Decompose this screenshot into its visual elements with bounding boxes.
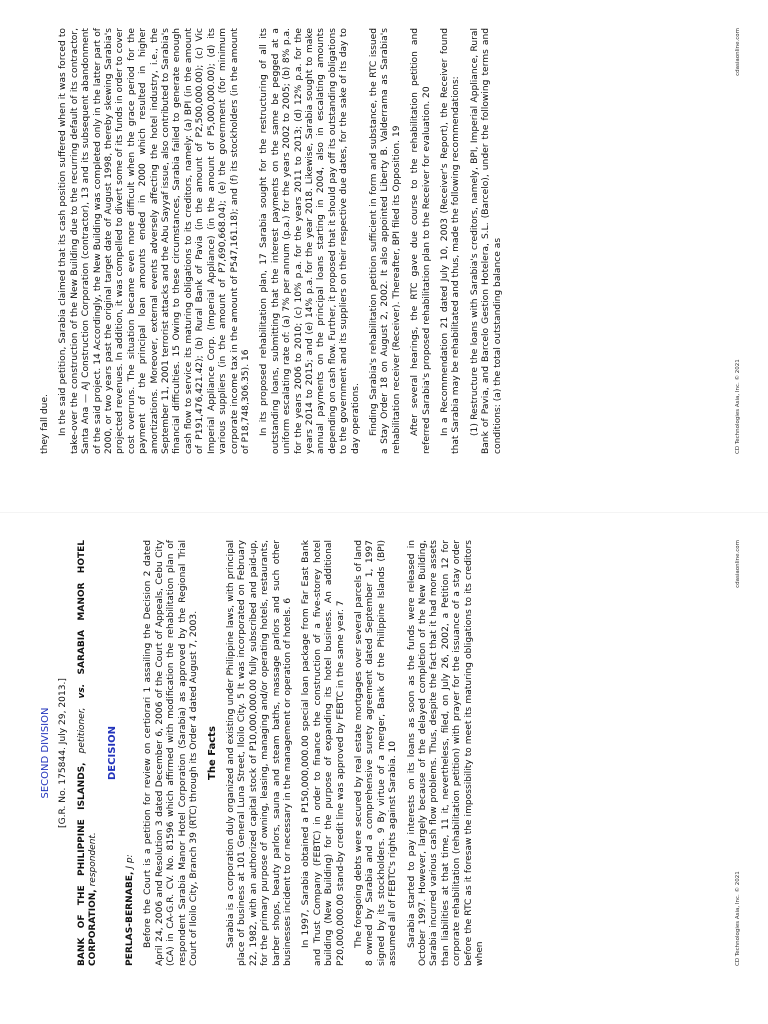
- paragraph: Finding Sarabia's rehabilitation petition sufficient in form and substance, the RTC issued a Stay Order 18 on August 2, 2002. It also appointed Liberty B. Valderrama as Sarabia's rehabilitation receiver (Receiver). Thereafter, BPI filed its Opposition. 19: [368, 28, 402, 454]
- case-parties: BANK OF THE PHILIPPINE ISLANDS, petitioner, vs. SARABIA MANOR HOTEL CORPORATION, respondent.: [76, 540, 99, 966]
- footer-site: cdasiaonline.com: [735, 28, 741, 76]
- page-footer: [735, 28, 741, 454]
- footer-copyright: CD Technologies Asia, Inc. © 2021: [735, 871, 741, 966]
- paragraph: In a Recommendation 21 dated July 10, 2003 (Receiver's Report), the Receiver found that Sarabia may be rehabilitated and thus, made the following recommendations:: [440, 28, 462, 454]
- division-heading: SECOND DIVISION: [40, 707, 51, 799]
- paragraph: (1) Restructure the loans with Sarabia's creditors, namely, BPI, Imperial Appliance, Rural Bank of Pavia, and Barcelo Gestion Hotelera, S.L. (Barcelo), under the following terms and conditions: (a) the total outstanding balance as: [469, 28, 503, 454]
- paragraph: The foregoing debts were secured by real estate mortgages over several parcels of land 8 owned by Sarabia and a comprehensive surety agreement dated September 1, 1997 signed by its stockholders. 9 By virtue of a merger, Bank of the Philippine Islands (BPI) assumed all of FEBTC's rights against Sarabia. 10: [353, 540, 399, 966]
- facts-heading: The Facts: [207, 726, 219, 780]
- paragraph: In 1997, Sarabia obtained a P150,000,000.00 special loan package from Far East Bank and Trust Company (FEBTC) in order to finance the construction of a five-storey hotel building (New Building) for the purpose of expanding its hotel business. An additional P20,000,000.00 stand-by credit line was approved by FEBTC in the same year. 7: [301, 540, 346, 966]
- left-column: [40, 540, 738, 966]
- paragraph: Sarabia started to pay interests on its loans as soon as the funds were released in October 1997. However, largely because of the delayed completion of the New Building, Sarabia incurred various cash flow problems. Thus, despite the fact that it had more assets than liabilities at that time, 11 it, nevertheless, filed, on July 26, 2002, a Petition 12 for corporate rehabilitation (rehabilitation petition) with prayer for the issuance of a stay order before the RTC as it foresaw the impossibility to meet its maturing obligations to its creditors when: [406, 540, 485, 966]
- right-column: [40, 28, 738, 454]
- footer-site: cdasiaonline.com: [735, 540, 741, 588]
- page-footer: [735, 540, 741, 966]
- paragraph: In its proposed rehabilitation plan, 17 Sarabia sought for the restructuring of all its outstanding loans, submitting that the interest payments on the same be pegged at a uniform escalating rate of: (a) 7% per annum (p.a.) for the years 2002 to 2005; (b) 8% p.a. for the years 2006 to 2010; (c) 10% p.a. for the years 2011 to 2013; (d) 12% p.a. for the years 2014 to 2015; and (e) 14% p.a. for the year 2018. Likewise, Sarabia sought to make annual payments on the principal loans starting in 2004, also in escalating amounts depending on cash flow. Further, it proposed that it should pay off its outstanding obligations to the government and its suppliers on their respective due dates, for the sake of its day to day operations.: [259, 28, 361, 454]
- paragraph: Sarabia is a corporation duly organized and existing under Philippine laws, with principal place of business at 101 General Luna Street, Iloilo City. 5 It was incorporated on February 22, 1982, with an authorized capital stock of P10,000,000.00 fully subscribed and paid-up, for the primary purpose of owning, leasing, managing and/or operating hotels, restaurants, barber shops, beauty parlors, sauna and steam baths, massage parlors and such other businesses incident to or necessary in the management or operation of hotels. 6: [225, 540, 293, 966]
- decision-heading: DECISION: [106, 726, 118, 780]
- case-number: [G.R. No. 175844. July 29, 2013.]: [58, 678, 69, 828]
- ponente: PERLAS-BERNABE, J p:: [125, 854, 136, 966]
- paragraph: In the said petition, Sarabia claimed that its cash position suffered when it was forced to take-over the construction of the New Building due to the recurring default of its contractor, Santa Ana — AJ Construction Corporation (contractor), 13 and its subsequent abandonment of the said project. 14 Accordingly, the New Building was completed only in the latter part of 2000, or two years past the original target date of August 1998, thereby skewing Sarabia's projected revenues. In addition, it was compelled to divert some of its funds in order to cover cost overruns. The situation became even more difficult when the grace period for the payment of the principal loan amounts ended in 2000 which resulted in higher amortizations. Moreover, external events adversely affecting the hotel industry, i.e., the September 11, 2001 terrorist attacks and the Abu Sayyaf issue, also contributed to Sarabia's financial difficulties. 15 Owing to these circumstances, Sarabia failed to generate enough cash flow to service its maturing obligations to its creditors, namely: (a) BPI (in the amount of P191,476,421.42); (b) Rural Bank of Pavia (in the amount of P2,500,000.00); (c) Vic Imperial Appliance Corp. (Imperial Appliance) (in the amount of P5,000,000.00); (d) its various suppliers (in the amount of P7,690,668.04); (e) the government (for minimum corporate income tax in the amount of P547,161.18); and (f) its stockholders (in the amount of P18,748,306.35). 16: [58, 28, 251, 454]
- paragraph: Before the Court is a petition for review on certiorari 1 assailing the Decision 2 dated April 24, 2006 and Resolution 3 dated December 6, 2006 of the Court of Appeals, Cebu City (CA) in CA-G.R. CV. No. 81596 which affirmed with modification the rehabilitation plan of respondent Sarabia Manor Hotel Corporation (Sarabia) as approved by the Regional Trial Court of Iloilo City, Branch 39 (RTC) through its Order 4 dated August 7, 2003.: [143, 540, 200, 966]
- page-left: [0, 512, 768, 1024]
- paragraph: they fall due.: [40, 394, 50, 454]
- paragraph: After several hearings, the RTC gave due course to the rehabilitation petition and referred Sarabia's proposed rehabilitation plan to the Receiver for evaluation. 20: [410, 28, 432, 454]
- footer-copyright: CD Technologies Asia, Inc. © 2021: [735, 359, 741, 454]
